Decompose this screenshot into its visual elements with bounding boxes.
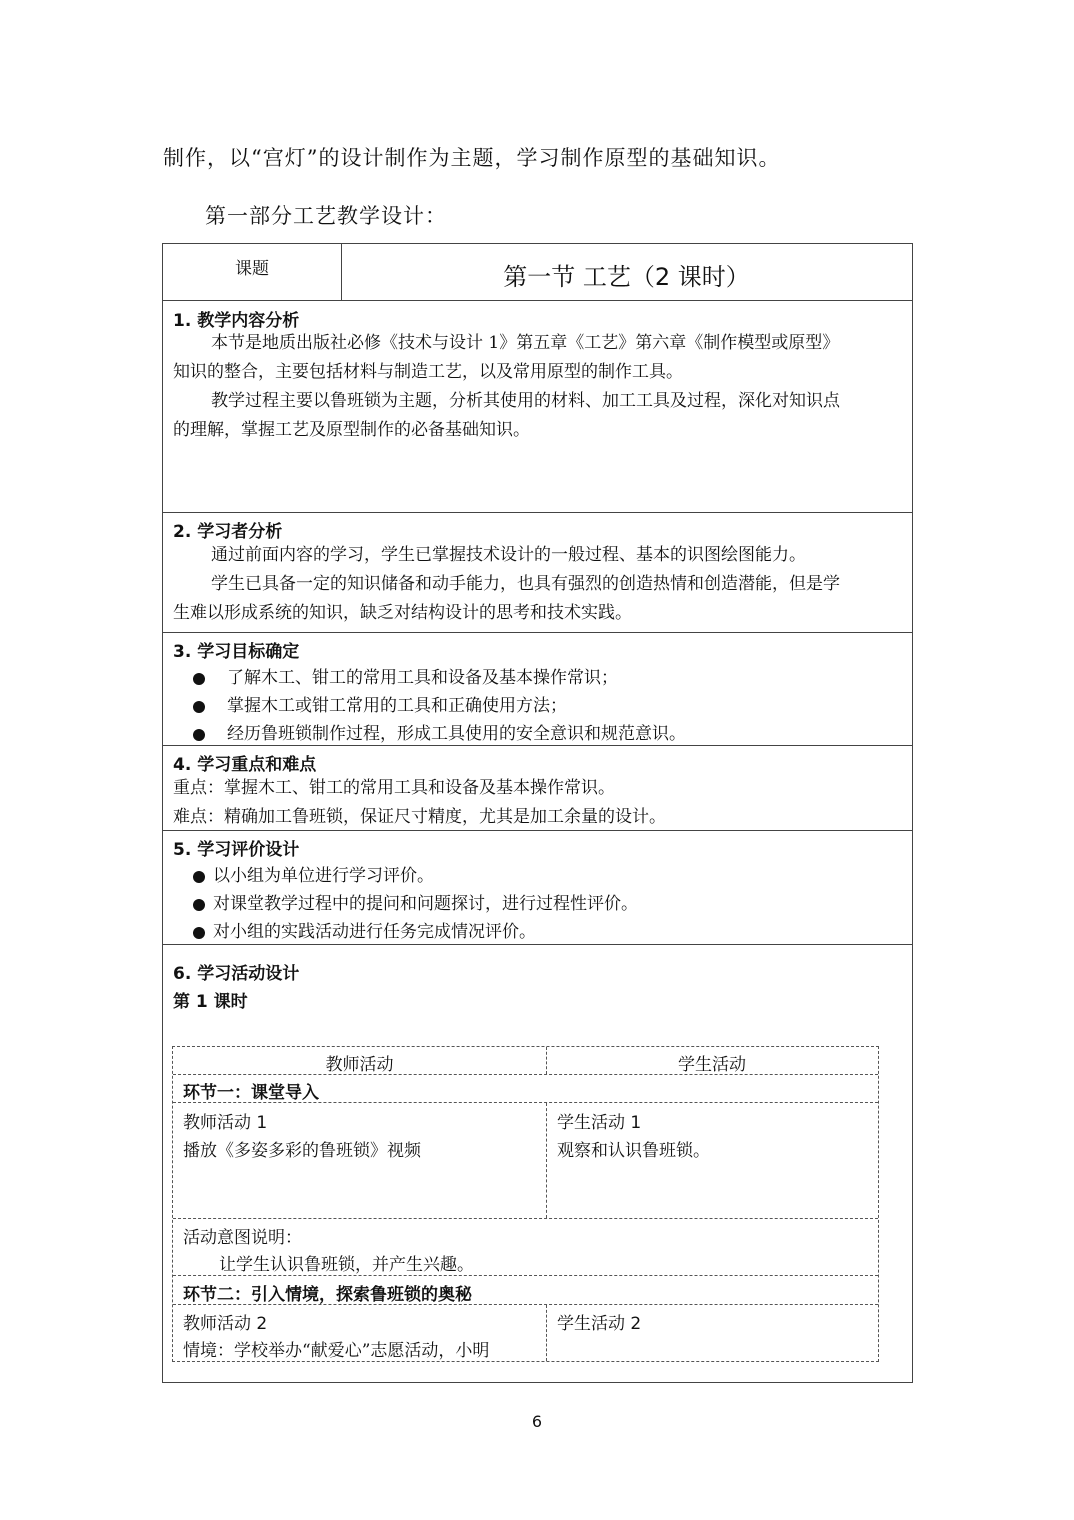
- header-label: 课题: [235, 259, 269, 279]
- goal-item: 了解木工、钳工的常用工具和设备及基本操作常识；: [193, 663, 618, 688]
- section-title: 6. 学习活动设计: [173, 964, 300, 984]
- column-divider: [546, 1103, 547, 1218]
- key-point: 重点：掌握木工、钳工的常用工具和设备及基本操作常识。: [173, 778, 615, 798]
- section-evaluation: [163, 831, 912, 945]
- paragraph-line: 通过前面内容的学习，学生已掌握技术设计的一般过程、基本的识图绘图能力。: [211, 545, 806, 565]
- stage-title: 环节一：课堂导入: [183, 1083, 319, 1103]
- teacher-column-header: 教师活动: [325, 1055, 394, 1075]
- student-activity-text: 观察和认识鲁班锁。: [557, 1141, 710, 1161]
- section-paragraph: [173, 541, 903, 628]
- teacher-activity-text: 播放《多姿多彩的鲁班锁》视频: [183, 1141, 421, 1161]
- bullet-icon: [193, 927, 205, 939]
- activity-header-row: [173, 1047, 878, 1075]
- section-paragraph: [173, 329, 903, 445]
- paragraph-line: 的理解，掌握工艺及原型制作的必备基础知识。: [173, 420, 530, 440]
- evaluation-item: 以小组为单位进行学习评价。: [193, 861, 434, 886]
- teacher-activity-label: 教师活动 1: [183, 1113, 268, 1133]
- section-learning-goals: [163, 633, 912, 746]
- intent-row: [173, 1219, 878, 1276]
- student-activity-label: 学生活动 1: [557, 1113, 642, 1133]
- bullet-icon: [193, 899, 205, 911]
- section-content-analysis: [163, 301, 912, 513]
- page-number: 6: [531, 1412, 543, 1431]
- part-title: 第一部分工艺教学设计：: [205, 204, 447, 228]
- intro-line: 制作，以“宫灯”的设计制作为主题，学习制作原型的基础知识。: [163, 146, 781, 170]
- section-title: 5. 学习评价设计: [173, 840, 300, 860]
- column-divider: [546, 1305, 547, 1361]
- lesson-title: 第一节 工艺（2 课时）: [503, 263, 750, 291]
- paragraph-line: 教学过程主要以鲁班锁为主题，分析其使用的材料、加工工具及过程，深化对知识点: [211, 391, 840, 411]
- section-title: 1. 教学内容分析: [173, 311, 300, 331]
- intent-text: 让学生认识鲁班锁，并产生兴趣。: [219, 1255, 474, 1275]
- header-row: [163, 244, 912, 301]
- intent-label: 活动意图说明：: [183, 1228, 302, 1248]
- lesson-period: 第 1 课时: [173, 992, 248, 1012]
- paragraph-line: 本节是地质出版社必修《技术与设计 1》第五章《工艺》第六章《制作模型或原型》: [211, 333, 840, 353]
- stage-title: 环节二：引入情境，探索鲁班锁的奥秘: [183, 1285, 472, 1305]
- evaluation-item: 对课堂教学过程中的提问和问题探讨，进行过程性评价。: [193, 889, 638, 914]
- paragraph-line: 知识的整合，主要包括材料与制造工艺，以及常用原型的制作工具。: [173, 362, 683, 382]
- stage-row: [173, 1075, 878, 1103]
- section-key-points: [163, 746, 912, 831]
- bullet-icon: [193, 729, 205, 741]
- difficult-point: 难点：精确加工鲁班锁，保证尺寸精度，尤其是加工余量的设计。: [173, 807, 666, 827]
- evaluation-item: 对小组的实践活动进行任务完成情况评价。: [193, 917, 536, 942]
- teacher-activity-text: 情境：学校举办“献爱心”志愿活动，小明: [183, 1341, 490, 1361]
- stage-row: [173, 1276, 878, 1305]
- goal-item: 经历鲁班锁制作过程，形成工具使用的安全意识和规范意识。: [193, 719, 686, 744]
- section-paragraph: [173, 774, 903, 832]
- student-column-header: 学生活动: [678, 1055, 746, 1075]
- teacher-activity-label: 教师活动 2: [183, 1314, 268, 1334]
- goal-item: 掌握木工或钳工常用的工具和正确使用方法；: [193, 691, 567, 716]
- section-learner-analysis: [163, 513, 912, 633]
- activity-table: [172, 1046, 879, 1362]
- bullet-icon: [193, 701, 205, 713]
- paragraph-line: 学生已具备一定的知识储备和动手能力，也具有强烈的创造热情和创造潜能，但是学: [211, 574, 840, 594]
- bullet-icon: [193, 673, 205, 685]
- section-title: 3. 学习目标确定: [173, 642, 300, 662]
- activity-row: [173, 1305, 878, 1361]
- bullet-icon: [193, 871, 205, 883]
- section-title: 4. 学习重点和难点: [173, 755, 317, 775]
- paragraph-line: 生难以形成系统的知识，缺乏对结构设计的思考和技术实践。: [173, 603, 632, 623]
- activity-row: [173, 1103, 878, 1219]
- student-activity-label: 学生活动 2: [557, 1314, 642, 1334]
- section-title: 2. 学习者分析: [173, 522, 283, 542]
